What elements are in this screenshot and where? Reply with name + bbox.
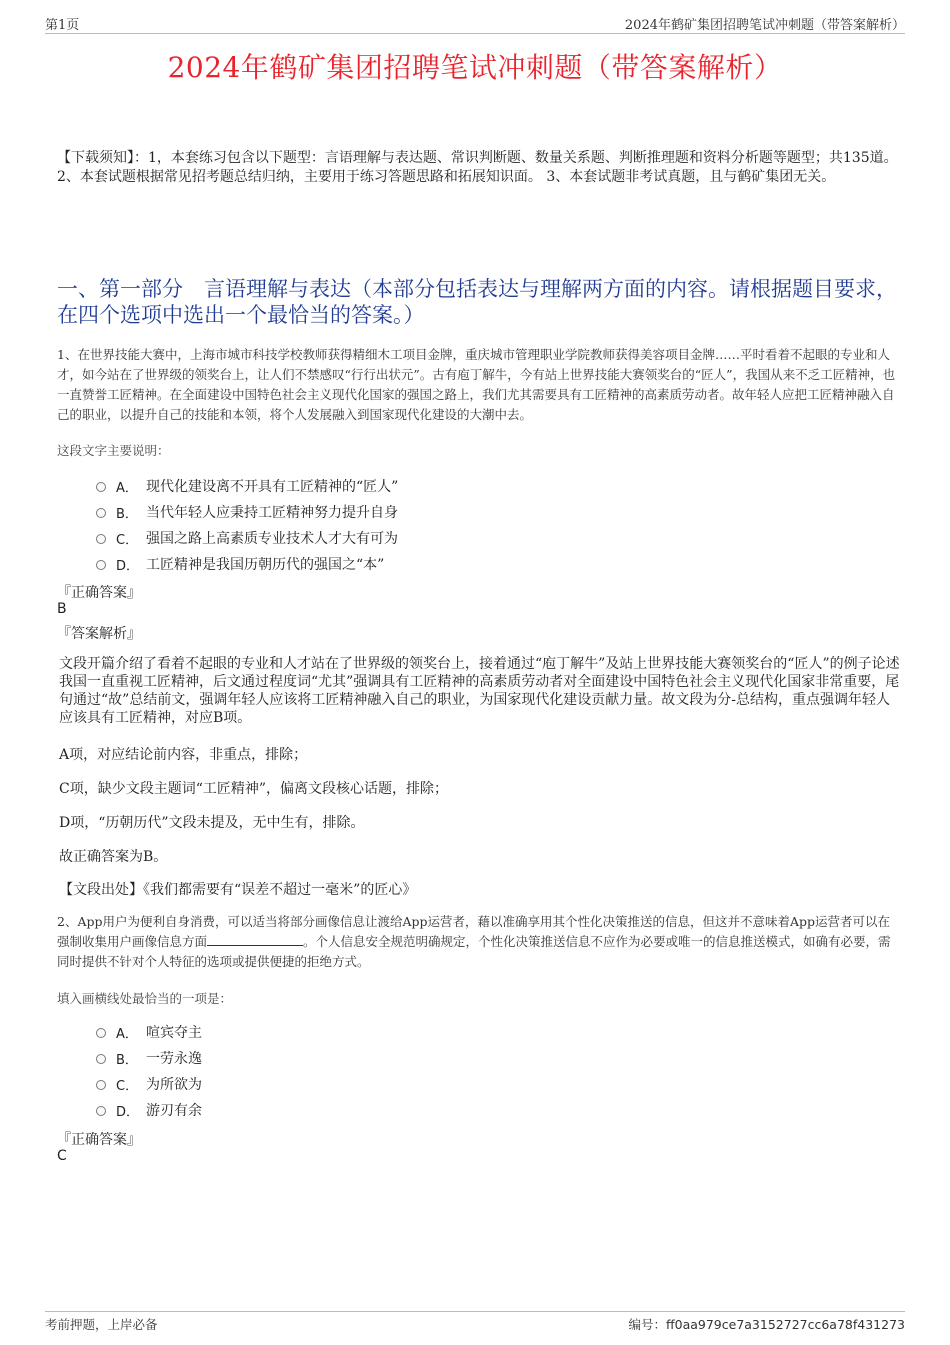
option-text: 强国之路上高素质专业技术人才大有可为 — [146, 531, 398, 547]
page-number: 第1页 — [45, 18, 80, 33]
document-title: 2024年鹤矿集团招聘笔试冲刺题（带答案解析） — [167, 51, 783, 84]
answer-label: 『正确答案』 — [57, 585, 141, 601]
radio-icon[interactable] — [96, 1080, 106, 1090]
radio-icon[interactable] — [96, 482, 106, 492]
question-1-prompt: 这段文字主要说明： — [57, 443, 170, 458]
question-2-options — [96, 1019, 202, 1123]
download-notice: 【下载须知】：1，本套练习包含以下题型：言语理解与表达题、常识判断题、数量关系题、判断推理题和资料分析题等题型；共135道。 2、本套试题根据常见招考题总结归纳，主要用于练习答题思路和拓展知识面。 3、本套试题非考试真题，且与鹤矿集团无关。 — [57, 150, 898, 185]
question-1-text: 1、在世界技能大赛中，上海市城市科技学校教师获得精细木工项目金牌，重庆城市管理职业学院教师获得美容项目金牌……平时看着不起眼的专业和人才，如今站在了世界级的领奖台上，让人们不禁感叹“行行出状元”。古有庖丁解牛，今有站上世界技能大赛领奖台的“匠人”，我国从来不乏工匠精神，也一直赞誉工匠精神。在全面建设中国特色社会主义现代化国家的强国之路上，我们尤其需要具有工匠精神的高素质劳动者。故年轻人应把工匠精神融入自己的职业，以提升自己的技能和本领，将个人发展融入到国家现代化建设的大潮中去。 — [57, 347, 896, 422]
option-text: 当代年轻人应秉持工匠精神努力提升自身 — [146, 505, 398, 521]
text-source: 【文段出处】《我们都需要有“误差不超过一毫米”的匠心》 — [59, 882, 417, 898]
option-text: 为所欲为 — [146, 1077, 202, 1093]
option-text: 一劳永逸 — [146, 1051, 202, 1067]
option-text: 现代化建设离不开具有工匠精神的“匠人” — [146, 479, 399, 495]
option-d[interactable]: D． 游刃有余 — [96, 1097, 202, 1123]
analysis-option-a: A项，对应结论前内容，非重点，排除； — [59, 747, 308, 763]
question-1-options — [96, 473, 398, 577]
page-header — [45, 14, 905, 34]
option-a[interactable]: A． 喧宾夺主 — [96, 1019, 202, 1045]
document-code: 编号：ff0aa979ce7a3152727cc6a78f431273 — [628, 1317, 905, 1332]
radio-icon[interactable] — [96, 560, 106, 570]
radio-icon[interactable] — [96, 508, 106, 518]
option-d[interactable]: D． 工匠精神是我国历朝历代的强国之“本” — [96, 551, 398, 577]
question-2-text: 2、App用户为便利自身消费，可以适当将部分画像信息让渡给App运营者，藉以准确享用其个性化决策推送的信息，但这并不意味着App运营者可以在强制收集用户画像信息方面 。个人信息安全规范明确规定，个性化决策推送信息不应作为必要或唯一的信息推送模式，如确有必要，需同时提供不针对个人特征的选项或提供便捷的拒绝方式。 — [57, 914, 891, 969]
option-b[interactable]: B． 当代年轻人应秉持工匠精神努力提升自身 — [96, 499, 398, 525]
answer-analysis: 文段开篇介绍了看着不起眼的专业和人才站在了世界级的领奖台上，接着通过“庖丁解牛”及站上世界技能大赛领奖台的“匠人”的例子论述我国一直重视工匠精神，后文通过程度词“尤其”强调具有工匠精神的高素质劳动者对全面建设中国特色社会主义现代化国家非常重要，尾句通过“故”总结前文，强调年轻人应该将工匠精神融入自己的职业，为国家现代化建设贡献力量。故文段为分-总结构，重点强调年轻人应该具有工匠精神，对应B项。 — [59, 656, 900, 726]
option-c[interactable]: C． 强国之路上高素质专业技术人才大有可为 — [96, 525, 398, 551]
header-doc-title: 2024年鹤矿集团招聘笔试冲刺题（带答案解析） — [624, 18, 905, 33]
option-text: 喧宾夺主 — [146, 1025, 202, 1041]
question-2-prompt: 填入画横线处最恰当的一项是： — [57, 991, 233, 1006]
correct-answer: B — [57, 601, 67, 617]
radio-icon[interactable] — [96, 534, 106, 544]
radio-icon[interactable] — [96, 1028, 106, 1038]
footer-slogan: 考前押题，上岸必备 — [45, 1317, 158, 1332]
section-title: 一、第一部分 言语理解与表达（本部分包括表达与理解两方面的内容。请根据题目要求，在四个选项中选出一个最恰当的答案。） — [57, 277, 897, 327]
answer-label: 『正确答案』 — [57, 1132, 141, 1148]
option-text: 工匠精神是我国历朝历代的强国之“本” — [146, 557, 385, 573]
option-text: 游刃有余 — [146, 1103, 202, 1119]
analysis-conclusion: 故正确答案为B。 — [59, 849, 168, 865]
analysis-option-c: C项，缺少文段主题词“工匠精神”，偏离文段核心话题，排除； — [59, 781, 449, 797]
fill-blank — [207, 934, 303, 946]
analysis-option-d: D项，“历朝历代”文段未提及，无中生有，排除。 — [59, 815, 365, 831]
option-c[interactable]: C． 为所欲为 — [96, 1071, 202, 1097]
correct-answer: C — [57, 1148, 67, 1164]
radio-icon[interactable] — [96, 1054, 106, 1064]
option-a[interactable]: A． 现代化建设离不开具有工匠精神的“匠人” — [96, 473, 398, 499]
analysis-label: 『答案解析』 — [57, 626, 141, 642]
radio-icon[interactable] — [96, 1106, 106, 1116]
page-footer — [45, 1311, 905, 1335]
option-b[interactable]: B． 一劳永逸 — [96, 1045, 202, 1071]
